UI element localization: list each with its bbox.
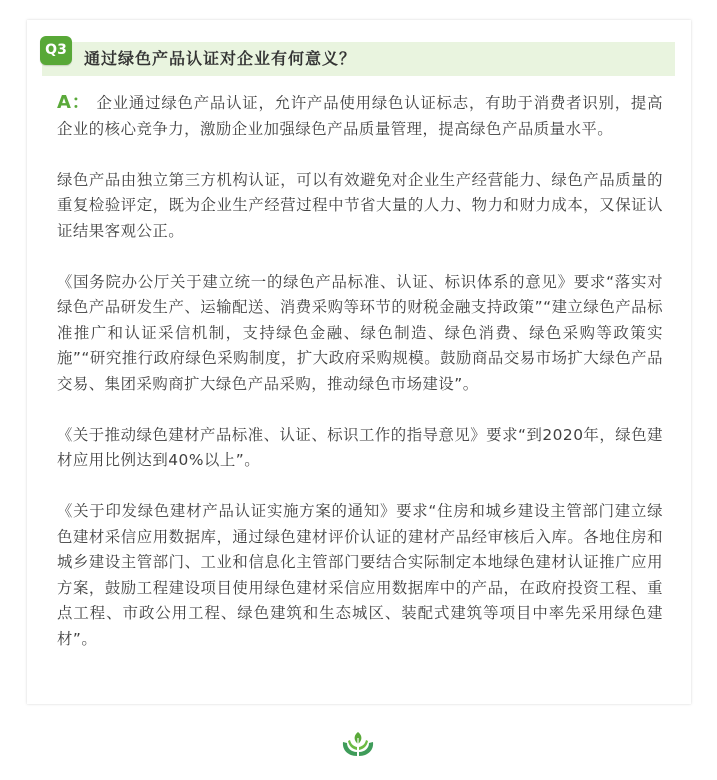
answer-paragraph-3: 《国务院办公厅关于建立统一的绿色产品标准、认证、标识体系的意见》要求“落实对绿色产品研发生产、运输配送、消费采购等环节的财税金融支持政策”“建立绿色产品标准推广和认证采信机制，支持绿色金融、绿色制造、绿色消费、绿色采购等政策实施”“研究推行政府绿色采购制度，扩大政府采购规模。鼓励商品交易市场扩大绿色产品交易、集团采购商扩大绿色产品采购，推动绿色市场建设”。 — [57, 272, 663, 393]
answer-paragraph-2: 绿色产品由独立第三方机构认证，可以有效避免对企业生产经营能力、绿色产品质量的重复检验评定，既为企业生产经营过程中节省大量的人力、物力和财力成本，又保证认证结果客观公正。 — [57, 170, 663, 240]
answer-content — [57, 90, 663, 678]
answer-paragraph-5: 《关于印发绿色建材产品认证实施方案的通知》要求“住房和城乡建设主管部门建立绿色建材采信应用数据库，通过绿色建材评价认证的建材产品经审核后入库。各地住房和城乡建设主管部门、工业和信息化主管部门要结合实际制定本地绿色建材认证推广应用方案，鼓励工程建设项目使用绿色建材采信应用数据库中的产品，在政府投资工程、重点工程、市政公用工程、绿色建筑和生态城区、装配式建筑等项目中率先采用绿色建材”。 — [57, 502, 663, 648]
answer-paragraph-1-text: 企业通过绿色产品认证，允许产品使用绿色认证标志，有助于消费者识别，提高企业的核心竞争力，激励企业加强绿色产品质量管理，提高绿色产品质量水平。 — [57, 94, 663, 138]
answer-paragraph-4: 《关于推动绿色建材产品标准、认证、标识工作的指导意见》要求“到2020年，绿色建材应用比例达到40%以上”。 — [57, 425, 663, 469]
question-text: 通过绿色产品认证对企业有何意义？ — [84, 49, 357, 68]
green-hands-leaf-icon — [340, 728, 376, 760]
answer-label: A： — [57, 92, 91, 113]
answer-paragraph-1 — [57, 90, 663, 142]
question-badge: Q3 — [40, 36, 72, 65]
